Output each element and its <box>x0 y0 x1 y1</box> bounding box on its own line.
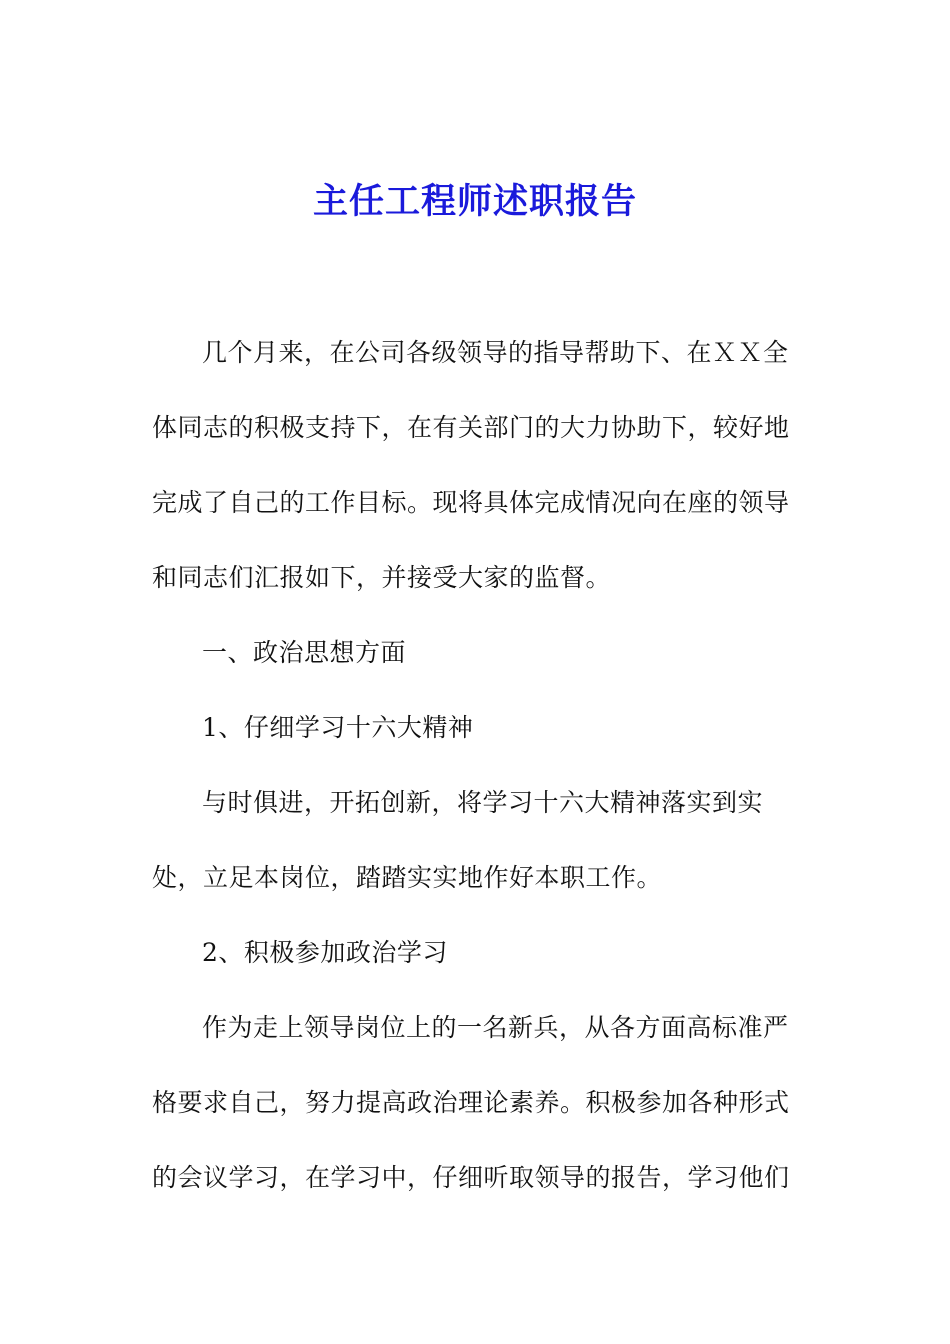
paragraph-line: 完成了自己的工作目标。现将具体完成情况向在座的领导 <box>152 488 790 517</box>
paragraph-line: 格要求自己，努力提高政治理论素养。积极参加各种形式 <box>152 1088 790 1117</box>
paragraph-line: 作为走上领导岗位上的一名新兵，从各方面高标准严 <box>202 1013 789 1042</box>
subsection-heading: 1、仔细学习十六大精神 <box>202 713 474 742</box>
paragraph-line: 和同志们汇报如下，并接受大家的监督。 <box>152 563 612 592</box>
paragraph-line: 处，立足本岗位，踏踏实实地作好本职工作。 <box>152 863 663 892</box>
paragraph-line: 与时俱进，开拓创新，将学习十六大精神落实到实 <box>202 788 764 817</box>
document-title: 主任工程师述职报告 <box>312 182 637 222</box>
section-heading: 一、政治思想方面 <box>202 638 407 667</box>
subsection-heading: 2、积极参加政治学习 <box>202 938 448 967</box>
paragraph-line: 体同志的积极支持下，在有关部门的大力协助下，较好地 <box>152 413 790 442</box>
paragraph-line: 几个月来，在公司各级领导的指导帮助下、在ＸＸ全 <box>202 338 789 367</box>
paragraph-line: 的会议学习，在学习中，仔细听取领导的报告，学习他们 <box>152 1163 790 1192</box>
